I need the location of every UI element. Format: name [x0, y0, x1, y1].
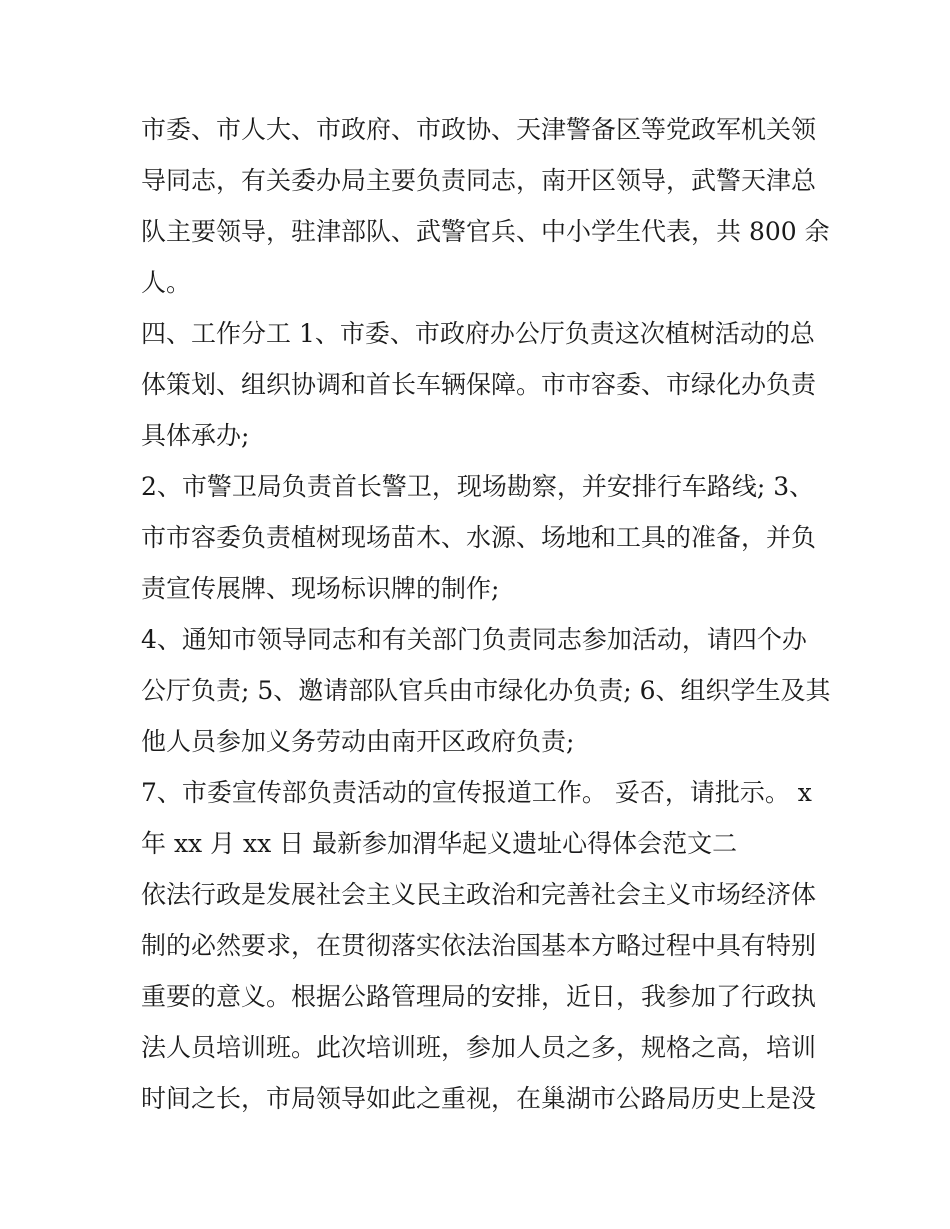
- text-line: 四、工作分工 1、市委、市政府办公厅负责这次植树活动的总: [141, 319, 815, 348]
- text-line: 7、市委宣传部负责活动的宣传报道工作。 妥否，请批示。 x: [141, 778, 812, 807]
- text-line: 导同志，有关委办局主要负责同志，南开区领导，武警天津总: [141, 166, 817, 195]
- text-line: 队主要领导，驻津部队、武警官兵、中小学生代表，共 800 余: [141, 217, 830, 246]
- text-line: 法人员培训班。此次培训班，参加人员之多，规格之高，培训: [141, 1033, 817, 1062]
- text-line: 年 xx 月 xx 日 最新参加渭华起义遗址心得体会范文二: [141, 829, 738, 858]
- text-line: 时间之长，市局领导如此之重视，在巢湖市公路局历史上是没: [141, 1084, 817, 1113]
- text-line: 体策划、组织协调和首长车辆保障。市市容委、市绿化办负责: [141, 370, 817, 399]
- text-line: 重要的意义。根据公路管理局的安排，近日，我参加了行政执: [141, 982, 817, 1011]
- text-line: 4、通知市领导同志和有关部门负责同志参加活动，请四个办: [141, 625, 807, 654]
- text-line: 责宣传展牌、现场标识牌的制作;: [141, 574, 500, 603]
- text-line: 市委、市人大、市政府、市政协、天津警备区等党政军机关领: [141, 115, 817, 144]
- text-line: 依法行政是发展社会主义民主政治和完善社会主义市场经济体: [141, 880, 817, 909]
- text-line: 制的必然要求，在贯彻落实依法治国基本方略过程中具有特别: [141, 931, 817, 960]
- text-line: 2、市警卫局负责首长警卫，现场勘察，并安排行车路线; 3、: [141, 472, 815, 501]
- document-body: [141, 104, 831, 1124]
- text-line: 人。: [141, 268, 192, 297]
- text-line: 具体承办;: [141, 421, 250, 450]
- text-line: 公厅负责; 5、邀请部队官兵由市绿化办负责; 6、组织学生及其: [141, 676, 831, 705]
- text-line: 市市容委负责植树现场苗木、水源、场地和工具的准备，并负: [141, 523, 817, 552]
- text-line: 他人员参加义务劳动由南开区政府负责;: [141, 727, 575, 756]
